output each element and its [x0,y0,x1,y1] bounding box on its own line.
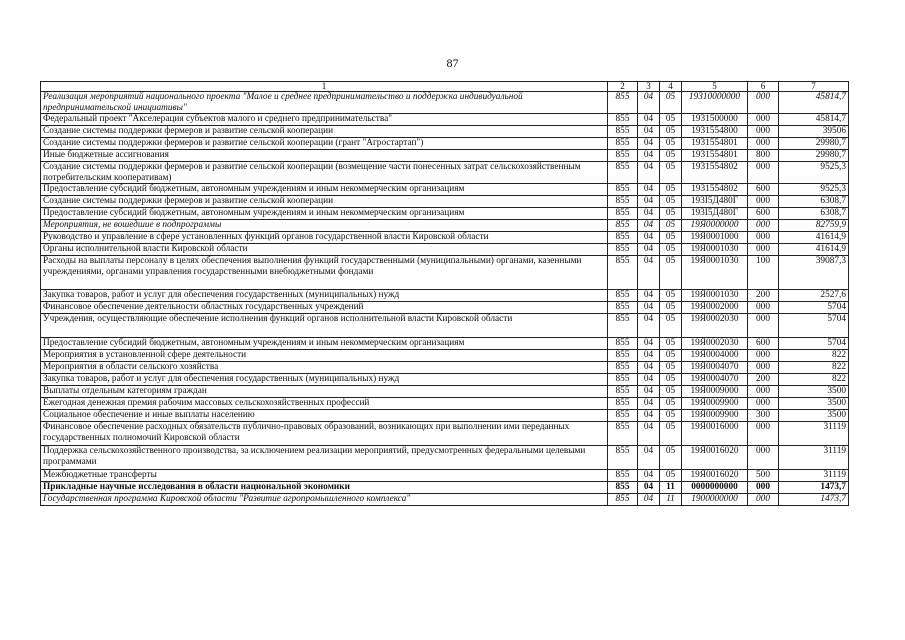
row-ministry-cell: 855 [608,482,638,494]
row-section-cell: 04 [638,290,660,302]
row-ministry-cell: 855 [608,244,638,256]
row-section-cell: 04 [638,92,660,114]
row-subsection-cell: 05 [660,92,682,114]
row-subsection-cell: 05 [660,362,682,374]
row-section-cell: 04 [638,470,660,482]
row-ministry-cell: 855 [608,184,638,196]
row-ministry-cell: 855 [608,150,638,162]
row-name-cell: Предоставление субсидий бюджетным, автономным учреждениям и иным некоммерческим организациям [41,208,608,220]
row-ministry-cell: 855 [608,196,638,208]
row-target-article-cell: 19Я0002030 [682,338,748,350]
row-ministry-cell: 855 [608,232,638,244]
row-amount-cell: 5704 [779,338,849,350]
table-row [41,184,849,196]
row-section-cell: 04 [638,196,660,208]
row-expense-type-cell: 600 [748,184,779,196]
row-section-cell: 04 [638,184,660,196]
row-subsection-cell: 05 [660,232,682,244]
row-section-cell: 04 [638,410,660,422]
table-row [41,338,849,350]
row-name-cell: Расходы на выплаты персоналу в целях обеспечения выполнения функций государственными (муниципальными) органами, казенными учреждениями, органами управления государственными внебюджетными фондами [41,256,608,290]
row-target-article-cell: 19Я0016020 [682,470,748,482]
row-ministry-cell: 855 [608,126,638,138]
row-target-article-cell: 19Я0004000 [682,350,748,362]
table-row [41,398,849,410]
row-name-cell: Закупка товаров, работ и услуг для обеспечения государственных (муниципальных) нужд [41,290,608,302]
row-ministry-cell: 855 [608,256,638,290]
table-row [41,208,849,220]
row-target-article-cell: 19Я0001030 [682,244,748,256]
row-ministry-cell: 855 [608,470,638,482]
row-amount-cell: 31119 [779,446,849,470]
row-amount-cell: 9525,3 [779,162,849,184]
row-subsection-cell: 05 [660,314,682,338]
row-name-cell: Финансовое обеспечение расходных обязательств публично-правовых образований, возникающих при выполнении ими переданных государственных полномочий Кировской области [41,422,608,446]
row-amount-cell: 31119 [779,470,849,482]
row-target-article-cell: 1900000000 [682,494,748,506]
row-subsection-cell: 05 [660,386,682,398]
row-target-article-cell: 19310000000 [682,92,748,114]
row-amount-cell: 3500 [779,410,849,422]
row-section-cell: 04 [638,386,660,398]
table-row [41,386,849,398]
row-target-article-cell: 19Я0001030 [682,256,748,290]
row-target-article-cell: 19Я0001030 [682,290,748,302]
row-subsection-cell: 05 [660,256,682,290]
row-amount-cell: 45814,7 [779,92,849,114]
row-section-cell: 04 [638,374,660,386]
row-target-article-cell: 0000000000 [682,482,748,494]
row-expense-type-cell: 000 [748,92,779,114]
row-section-cell: 04 [638,422,660,446]
row-target-article-cell: 193I5Д480Г [682,208,748,220]
row-target-article-cell: 19Я0009900 [682,410,748,422]
row-amount-cell: 822 [779,374,849,386]
row-name-cell: Мероприятия, не вошедшие в подпрограммы [41,220,608,232]
row-name-cell: Предоставление субсидий бюджетным, автономным учреждениям и иным некоммерческим организациям [41,184,608,196]
row-section-cell: 04 [638,208,660,220]
row-amount-cell: 1473,7 [779,482,849,494]
row-ministry-cell: 855 [608,410,638,422]
row-expense-type-cell: 000 [748,126,779,138]
row-expense-type-cell: 000 [748,302,779,314]
row-name-cell: Федеральный проект "Акселерация субъектов малого и среднего предпринимательства" [41,114,608,126]
row-section-cell: 04 [638,220,660,232]
budget-table [40,81,849,506]
row-ministry-cell: 855 [608,422,638,446]
row-amount-cell: 5704 [779,302,849,314]
row-section-cell: 04 [638,398,660,410]
row-amount-cell: 822 [779,362,849,374]
row-section-cell: 04 [638,302,660,314]
row-name-cell: Финансовое обеспечение деятельности областных государственных учреждений [41,302,608,314]
row-subsection-cell: 11 [660,482,682,494]
row-expense-type-cell: 000 [748,314,779,338]
row-section-cell: 04 [638,362,660,374]
row-section-cell: 04 [638,482,660,494]
row-amount-cell: 39087,3 [779,256,849,290]
row-ministry-cell: 855 [608,162,638,184]
row-name-cell: Социальное обеспечение и иные выплаты населению [41,410,608,422]
row-amount-cell: 2527,6 [779,290,849,302]
row-subsection-cell: 05 [660,220,682,232]
row-name-cell: Предоставление субсидий бюджетным, автономным учреждениям и иным некоммерческим организациям [41,338,608,350]
row-amount-cell: 3500 [779,398,849,410]
row-target-article-cell: 19Я0002030 [682,314,748,338]
row-expense-type-cell: 000 [748,446,779,470]
row-expense-type-cell: 000 [748,162,779,184]
row-expense-type-cell: 800 [748,150,779,162]
header-cell-expense-type: 6 [748,82,779,92]
row-name-cell: Создание системы поддержки фермеров и развитие сельской кооперации [41,196,608,208]
table-row [41,232,849,244]
row-section-cell: 04 [638,314,660,338]
row-ministry-cell: 855 [608,350,638,362]
row-expense-type-cell: 000 [748,350,779,362]
row-subsection-cell: 05 [660,446,682,470]
table-row [41,410,849,422]
row-expense-type-cell: 000 [748,386,779,398]
row-target-article-cell: 1931500000 [682,114,748,126]
row-name-cell: Органы исполнительной власти Кировской области [41,244,608,256]
row-expense-type-cell: 000 [748,232,779,244]
table-row [41,114,849,126]
row-section-cell: 04 [638,494,660,506]
table-row [41,374,849,386]
row-target-article-cell: 19Я0016000 [682,422,748,446]
table-row [41,196,849,208]
row-subsection-cell: 05 [660,302,682,314]
row-amount-cell: 6308,7 [779,208,849,220]
row-amount-cell: 822 [779,350,849,362]
row-name-cell: Поддержка сельскохозяйственного производства, за исключением реализации мероприятий, предусмотренных федеральными целевыми программами [41,446,608,470]
row-name-cell: Реализация мероприятий национального проекта "Малое и среднее предпринимательство и поддержка индивидуальной предпринимательской инициативы" [41,92,608,114]
table-row [41,92,849,114]
row-subsection-cell: 05 [660,338,682,350]
row-subsection-cell: 05 [660,126,682,138]
row-amount-cell: 41614,9 [779,244,849,256]
row-amount-cell: 29980,7 [779,138,849,150]
row-amount-cell: 29980,7 [779,150,849,162]
row-name-cell: Иные бюджетные ассигнования [41,150,608,162]
row-section-cell: 04 [638,338,660,350]
row-amount-cell: 9525,3 [779,184,849,196]
row-amount-cell: 6308,7 [779,196,849,208]
row-name-cell: Руководство и управление в сфере установленных функций органов государственной власти Кировской области [41,232,608,244]
row-ministry-cell: 855 [608,446,638,470]
row-amount-cell: 45814,7 [779,114,849,126]
row-target-article-cell: 1931554802 [682,184,748,196]
row-subsection-cell: 05 [660,290,682,302]
row-ministry-cell: 855 [608,138,638,150]
row-amount-cell: 1473,7 [779,494,849,506]
row-section-cell: 04 [638,350,660,362]
row-target-article-cell: 19Я0009000 [682,386,748,398]
row-name-cell: Создание системы поддержки фермеров и развитие сельской кооперации [41,126,608,138]
row-section-cell: 04 [638,126,660,138]
row-target-article-cell: 1931554801 [682,138,748,150]
row-target-article-cell: 1931554800 [682,126,748,138]
table-row [41,150,849,162]
row-section-cell: 04 [638,232,660,244]
table-row [41,162,849,184]
row-amount-cell: 31119 [779,422,849,446]
row-name-cell: Мероприятия в установленной сфере деятельности [41,350,608,362]
row-subsection-cell: 05 [660,398,682,410]
row-ministry-cell: 855 [608,494,638,506]
row-target-article-cell: 19Я0001000 [682,232,748,244]
row-subsection-cell: 05 [660,138,682,150]
row-ministry-cell: 855 [608,302,638,314]
table-row [41,422,849,446]
row-ministry-cell: 855 [608,92,638,114]
row-name-cell: Межбюджетные трансферты [41,470,608,482]
row-subsection-cell: 11 [660,494,682,506]
row-ministry-cell: 855 [608,374,638,386]
table-header-row [41,82,849,92]
row-name-cell: Учреждения, осуществляющие обеспечение исполнения функций органов исполнительной власти Кировской области [41,314,608,338]
table-body [41,92,849,506]
row-section-cell: 04 [638,446,660,470]
row-expense-type-cell: 000 [748,114,779,126]
page-number: 87 [446,56,459,70]
table-row [41,314,849,338]
table-row [41,350,849,362]
table-row [41,138,849,150]
row-expense-type-cell: 000 [748,482,779,494]
row-section-cell: 04 [638,162,660,184]
row-expense-type-cell: 000 [748,398,779,410]
row-expense-type-cell: 000 [748,244,779,256]
row-subsection-cell: 05 [660,244,682,256]
row-amount-cell: 39506 [779,126,849,138]
table-row [41,494,849,506]
row-name-cell: Прикладные научные исследования в области национальной экономики [41,482,608,494]
row-name-cell: Мероприятия в области сельского хозяйства [41,362,608,374]
row-ministry-cell: 855 [608,290,638,302]
header-cell-name: 1 [41,82,608,92]
row-ministry-cell: 855 [608,114,638,126]
row-name-cell: Создание системы поддержки фермеров и развитие сельской кооперации (грант "Агростартап") [41,138,608,150]
table-row [41,126,849,138]
row-subsection-cell: 05 [660,374,682,386]
row-subsection-cell: 05 [660,114,682,126]
row-section-cell: 04 [638,114,660,126]
header-cell-section: 3 [638,82,660,92]
row-expense-type-cell: 000 [748,362,779,374]
row-section-cell: 04 [638,150,660,162]
row-name-cell: Закупка товаров, работ и услуг для обеспечения государственных (муниципальных) нужд [41,374,608,386]
row-ministry-cell: 855 [608,362,638,374]
row-name-cell: Выплаты отдельным категориям граждан [41,386,608,398]
row-subsection-cell: 05 [660,196,682,208]
row-expense-type-cell: 000 [748,196,779,208]
row-section-cell: 04 [638,138,660,150]
table-row [41,290,849,302]
row-expense-type-cell: 000 [748,220,779,232]
row-target-article-cell: 19Я0009900 [682,398,748,410]
row-amount-cell: 82759,9 [779,220,849,232]
row-subsection-cell: 05 [660,184,682,196]
row-expense-type-cell: 200 [748,374,779,386]
row-ministry-cell: 855 [608,398,638,410]
row-subsection-cell: 05 [660,208,682,220]
table-row [41,446,849,470]
row-ministry-cell: 855 [608,208,638,220]
row-expense-type-cell: 000 [748,422,779,446]
row-amount-cell: 5704 [779,314,849,338]
table-row [41,302,849,314]
row-ministry-cell: 855 [608,386,638,398]
row-expense-type-cell: 600 [748,338,779,350]
row-target-article-cell: 19Я0000000 [682,220,748,232]
row-amount-cell: 3500 [779,386,849,398]
row-target-article-cell: 1931554802 [682,162,748,184]
row-section-cell: 04 [638,244,660,256]
header-cell-ministry: 2 [608,82,638,92]
row-ministry-cell: 855 [608,314,638,338]
row-expense-type-cell: 500 [748,470,779,482]
header-cell-subsection: 4 [660,82,682,92]
table-row [41,362,849,374]
row-expense-type-cell: 600 [748,208,779,220]
row-subsection-cell: 05 [660,162,682,184]
row-expense-type-cell: 000 [748,138,779,150]
row-subsection-cell: 05 [660,350,682,362]
row-name-cell: Ежегодная денежная премия рабочим массовых сельскохозяйственных профессий [41,398,608,410]
header-cell-target-article: 5 [682,82,748,92]
row-amount-cell: 41614,9 [779,232,849,244]
header-cell-amount: 7 [779,82,849,92]
table-row [41,470,849,482]
row-target-article-cell: 1931554801 [682,150,748,162]
row-subsection-cell: 05 [660,150,682,162]
row-target-article-cell: 19Я0004070 [682,362,748,374]
row-subsection-cell: 05 [660,470,682,482]
row-subsection-cell: 05 [660,410,682,422]
row-subsection-cell: 05 [660,422,682,446]
row-target-article-cell: 19Я0016020 [682,446,748,470]
table-row [41,244,849,256]
row-expense-type-cell: 200 [748,290,779,302]
table-row [41,256,849,290]
row-target-article-cell: 19Я0004070 [682,374,748,386]
row-name-cell: Государственная программа Кировской области "Развитие агропромышленного комплекса" [41,494,608,506]
row-ministry-cell: 855 [608,220,638,232]
row-name-cell: Создание системы поддержки фермеров и развитие сельской кооперации (возмещение части понесенных затрат сельскохозяйственным потребительским кооперативам) [41,162,608,184]
row-target-article-cell: 193I5Д480Г [682,196,748,208]
table-row [41,220,849,232]
table-row [41,482,849,494]
row-expense-type-cell: 300 [748,410,779,422]
row-section-cell: 04 [638,256,660,290]
row-expense-type-cell: 100 [748,256,779,290]
row-ministry-cell: 855 [608,338,638,350]
row-expense-type-cell: 000 [748,494,779,506]
row-target-article-cell: 19Я0002000 [682,302,748,314]
